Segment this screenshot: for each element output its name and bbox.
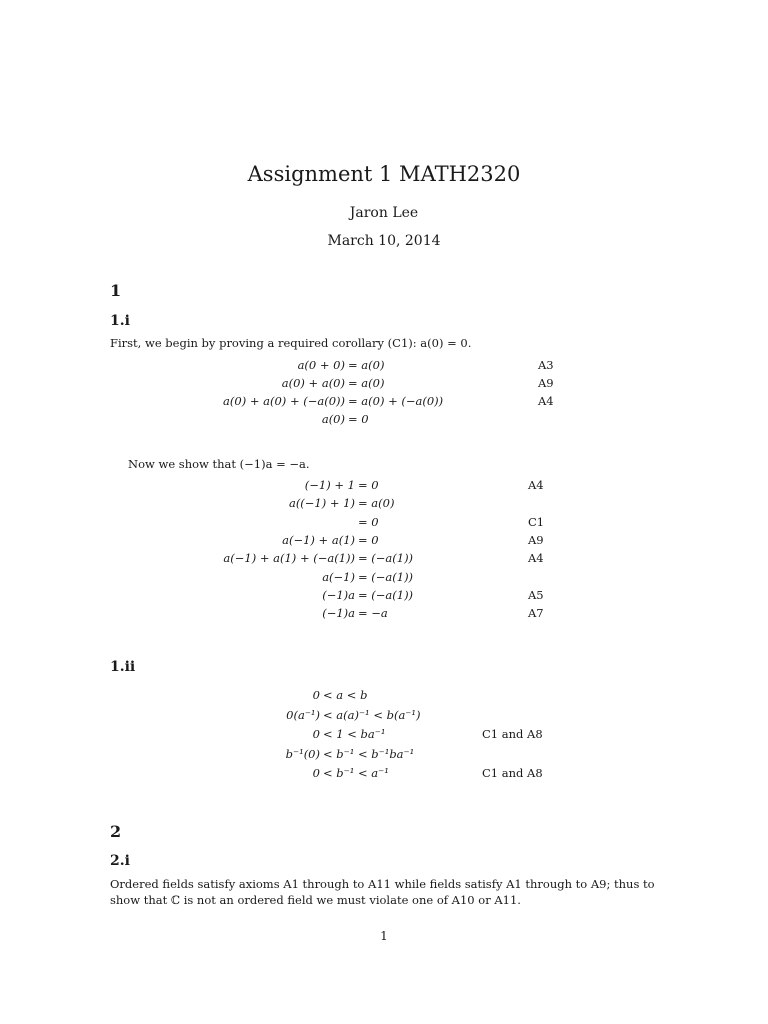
- eq2-row-rhs: = (−a(1)): [358, 551, 414, 566]
- eq3-row-rhs: < b⁻¹ < b⁻¹ba⁻¹: [323, 746, 415, 761]
- section-heading-2: 2: [110, 822, 122, 841]
- eq2-row-rhs: = (−a(1)): [358, 569, 414, 584]
- eq3-row-rhs: < a(a)⁻¹ < b(a⁻¹): [323, 707, 421, 722]
- eq2-row-lhs: (−1)a: [322, 587, 355, 602]
- eq2-row-tag: A5: [528, 587, 544, 602]
- eq1-row-tag: A4: [538, 394, 554, 408]
- eq2-row-lhs: (−1) + 1: [304, 478, 355, 492]
- eq1-row-rhs: = a(0): [348, 358, 385, 372]
- eq2-row-rhs: = (−a(1)): [358, 587, 414, 602]
- eq3-row-lhs: b⁻¹(0): [285, 746, 320, 761]
- eq3-row-lhs: 0: [312, 688, 320, 702]
- eq2-row-rhs: = 0: [358, 514, 379, 529]
- eq2-row-tag: A4: [528, 551, 544, 566]
- eq1-row-lhs: a(0) + a(0): [281, 376, 345, 390]
- eq2-row-lhs: a(−1): [322, 569, 355, 584]
- eq1-row-rhs: = a(0): [348, 376, 385, 390]
- eq1-row-lhs: a(0): [321, 412, 345, 426]
- subsection-heading-2i: 2.i: [110, 853, 130, 869]
- eq2-row-rhs: = 0: [358, 478, 379, 492]
- eq3-row-rhs: < b⁻¹ < a⁻¹: [323, 766, 389, 780]
- eq2-row-lhs: a((−1) + 1): [288, 496, 355, 511]
- eq3-row-rhs: < 1 < ba⁻¹: [323, 727, 386, 741]
- eq1-row-lhs: a(0) + a(0) + (−a(0)): [223, 394, 345, 408]
- eq1-row-rhs: = 0: [348, 412, 369, 426]
- eq2-row-rhs: = −a: [358, 606, 388, 621]
- eq3-row-rhs: < a < b: [323, 688, 368, 702]
- eq2-row-rhs: = 0: [358, 532, 379, 547]
- eq1-row-rhs: = a(0) + (−a(0)): [348, 394, 444, 408]
- paragraph-2i-line-1: Ordered fields satisfy axioms A1 through to A11 while fields satisfy A1 through to A9; thus to: [110, 877, 655, 891]
- eq2-row-tag: A7: [528, 606, 544, 621]
- eq1-row-tag: A3: [538, 358, 554, 372]
- paragraph-2i-line-2: show that ℂ is not an ordered field we must violate one of A10 or A11.: [110, 893, 521, 907]
- author: Jaron Lee: [349, 205, 419, 221]
- section-heading-1: 1: [110, 281, 122, 300]
- eq2-row-rhs: = a(0): [358, 496, 395, 511]
- eq3-row-tag: C1 and A8: [482, 727, 543, 741]
- eq2-row-tag: C1: [528, 514, 545, 529]
- eq3-row-lhs: 0: [312, 727, 320, 741]
- subsection-heading-1ii: 1.ii: [110, 659, 136, 675]
- page-number: 1: [380, 929, 388, 943]
- date: March 10, 2014: [327, 233, 441, 249]
- eq2-row-tag: A9: [528, 532, 544, 547]
- eq2-row-lhs: a(−1) + a(1): [282, 532, 355, 547]
- eq1-row-tag: A9: [538, 376, 554, 390]
- eq2-row-tag: A4: [528, 478, 544, 492]
- eq2-row-lhs: a(−1) + a(1) + (−a(1)): [223, 551, 355, 566]
- eq1-row-lhs: a(0 + 0): [297, 358, 345, 372]
- eq2-row-lhs: (−1)a: [322, 606, 355, 621]
- subsection-heading-1i: 1.i: [110, 313, 130, 329]
- eq3-row-lhs: 0(a⁻¹): [286, 707, 320, 722]
- intro-paragraph-1i: First, we begin by proving a required corollary (C1): a(0) = 0.: [110, 336, 472, 350]
- eq3-row-lhs: 0: [312, 766, 320, 780]
- intro-paragraph-negation: Now we show that (−1)a = −a.: [128, 457, 310, 471]
- document-title: Assignment 1 MATH2320: [247, 162, 521, 186]
- eq3-row-tag: C1 and A8: [482, 766, 543, 780]
